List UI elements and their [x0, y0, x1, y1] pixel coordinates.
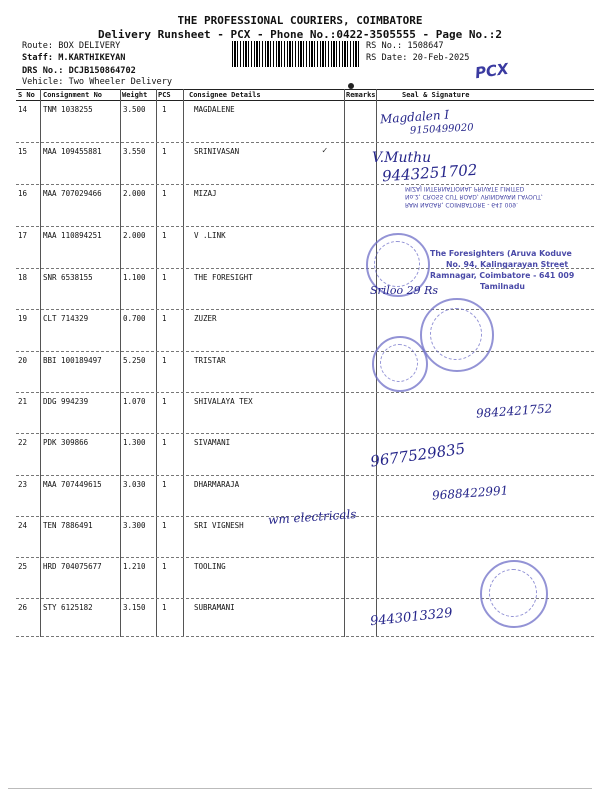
- row-consignment: TNM 1038255: [43, 105, 93, 114]
- row-sno: 24: [18, 521, 28, 530]
- row-weight: 3.300: [123, 521, 146, 530]
- row-weight: 1.210: [123, 562, 146, 571]
- row-weight: 3.150: [123, 603, 146, 612]
- row-weight: 3.500: [123, 105, 146, 114]
- staff-label: Staff: M.KARTHIKEYAN: [22, 53, 126, 63]
- foresight-stamp-line: No. 94, Kalingarayan Street: [446, 260, 569, 269]
- row-divider: [16, 636, 594, 637]
- rs-date: RS Date: 20-Feb-2025: [366, 53, 470, 63]
- row-consignee: THE FORESIGHT: [194, 273, 253, 282]
- row-sno: 23: [18, 480, 28, 489]
- row-sno: 16: [18, 189, 28, 198]
- page-bottom-line: [8, 788, 592, 789]
- row-sno: 25: [18, 562, 28, 571]
- row-consignee: V .LINK: [194, 231, 226, 240]
- row-consignee: TRISTAR: [194, 356, 226, 365]
- row-sno: 22: [18, 438, 28, 447]
- round-seal: [420, 298, 494, 372]
- phone-r14: 9150499020: [409, 122, 474, 137]
- mizaj-stamp: [405, 184, 543, 208]
- row-divider: [16, 142, 594, 143]
- row-pcs: 1: [162, 480, 167, 489]
- row-sno: 15: [18, 147, 28, 156]
- row-weight: 2.000: [123, 189, 146, 198]
- row-consignment: BBI 100189497: [43, 356, 102, 365]
- row-consignee: SUBRAMANI: [194, 603, 235, 612]
- mizaj-stamp-line: RAM NAGAR, COIMBATORE - 641 009.: [405, 201, 518, 208]
- pcx-stamp: PCX: [473, 59, 510, 83]
- vehicle-label: Vehicle: Two Wheeler Delivery: [22, 77, 173, 87]
- row-consignee: DHARMARAJA: [194, 480, 240, 489]
- row-pcs: 1: [162, 273, 167, 282]
- row-pcs: 1: [162, 314, 167, 323]
- row-pcs: 1: [162, 356, 167, 365]
- col-divider: [120, 89, 121, 637]
- row-consignment: HRD 704075677: [43, 562, 102, 571]
- drs-number: DRS No.: DCJB150864702: [22, 66, 136, 76]
- row-sno: 26: [18, 603, 28, 612]
- rs-number: RS No.: 1508647: [366, 41, 444, 51]
- col-remarks: Remarks: [346, 91, 376, 99]
- col-seal-signature: Seal & Signature: [402, 91, 470, 99]
- row-sno: 17: [18, 231, 28, 240]
- col-weight: Weight: [122, 91, 148, 99]
- mizaj-stamp-line: No.2, CROSS CUT ROAD, VRINDAVAN LAYOUT,: [405, 193, 543, 200]
- note-r18: Sriloo 29 Rs: [370, 284, 438, 297]
- note-r24: wm electricals: [267, 506, 357, 528]
- col-consignment: Consignment No: [43, 91, 103, 99]
- phone-r22: 9677529835: [369, 439, 467, 471]
- row-consignee: SRINIVASAN: [194, 147, 240, 156]
- row-consignee: MAGDALENE: [194, 105, 235, 114]
- row-consignee: SHIVALAYA TEX: [194, 397, 253, 406]
- row-consignment: SNR 6538155: [43, 273, 93, 282]
- foresight-stamp-line: Ramnagar, Coimbatore - 641 009: [430, 271, 575, 280]
- foresight-stamp-line: The Foresighters (Aruva Koduve: [430, 249, 572, 258]
- phone-r20: 9842421752: [475, 401, 553, 421]
- col-divider: [156, 89, 157, 637]
- row-pcs: 1: [162, 521, 167, 530]
- col-divider: [183, 89, 184, 637]
- row-sno: 18: [18, 273, 28, 282]
- row-consignment: DDG 994239: [43, 397, 89, 406]
- route-label: Route: BOX DELIVERY: [22, 41, 121, 51]
- row-pcs: 1: [162, 189, 167, 198]
- row-consignment: TEN 7886491: [43, 521, 93, 530]
- row-consignee: ZUZER: [194, 314, 217, 323]
- row-weight: 1.100: [123, 273, 146, 282]
- row-weight: 3.030: [123, 480, 146, 489]
- row-consignment: MAA 707029466: [43, 189, 102, 198]
- row-pcs: 1: [162, 147, 167, 156]
- row-consignment: MAA 109455881: [43, 147, 102, 156]
- row-consignee: TOOLING: [194, 562, 226, 571]
- runsheet-subtitle: Delivery Runsheet - PCX - Phone No.:0422-3505555 - Page No.:2: [98, 28, 502, 41]
- signature-srinivasan: V.Muthu: [372, 150, 432, 166]
- row-pcs: 1: [162, 397, 167, 406]
- col-sno: S No: [18, 91, 35, 99]
- row-sno: 19: [18, 314, 28, 323]
- table-top-border: [16, 89, 594, 90]
- row-sno: 14: [18, 105, 28, 114]
- foresight-stamp-line: Tamilnadu: [480, 282, 525, 291]
- runsheet-table: [16, 89, 594, 637]
- row-consignment: STY 6125182: [43, 603, 93, 612]
- row-weight: 2.000: [123, 231, 146, 240]
- mizaj-stamp-line: MIZAJ INTERNATIONAL PRIVATE LIMITED: [405, 185, 525, 192]
- row-pcs: 1: [162, 105, 167, 114]
- row-sno: 21: [18, 397, 28, 406]
- round-seal: [372, 336, 428, 392]
- row-consignment: MAA 707449615: [43, 480, 102, 489]
- col-divider: [40, 89, 41, 637]
- row-divider: [16, 351, 594, 352]
- row-divider: [16, 309, 594, 310]
- row-consignment: PDK 309866: [43, 438, 89, 447]
- col-consignee: Consignee Details: [189, 91, 261, 99]
- row-pcs: 1: [162, 231, 167, 240]
- row-pcs: 1: [162, 438, 167, 447]
- row-weight: 0.700: [123, 314, 146, 323]
- row-divider: [16, 475, 594, 476]
- row-divider: [16, 557, 594, 558]
- phone-r26: 9443013329: [369, 605, 454, 630]
- row-pcs: 1: [162, 603, 167, 612]
- row-weight: 3.550: [123, 147, 146, 156]
- row-divider: [16, 226, 594, 227]
- row-sno: 20: [18, 356, 28, 365]
- row-consignment: MAA 110894251: [43, 231, 102, 240]
- foresight-stamp: [430, 248, 574, 292]
- barcode: [232, 41, 360, 67]
- row-weight: 1.300: [123, 438, 146, 447]
- phone-r15: 9443251702: [381, 160, 478, 186]
- phone-r23: 9688422991: [431, 483, 509, 503]
- row-weight: 5.250: [123, 356, 146, 365]
- tick-mark: ✓: [322, 146, 328, 156]
- row-divider: [16, 433, 594, 434]
- round-seal: [480, 560, 548, 628]
- signature-magdalene: Magdalen I: [379, 107, 450, 127]
- company-title: THE PROFESSIONAL COURIERS, COIMBATORE: [177, 14, 423, 27]
- row-weight: 1.070: [123, 397, 146, 406]
- row-consignee: MIZAJ: [194, 189, 217, 198]
- col-pcs: PCS: [158, 91, 171, 99]
- row-consignee: SRI VIGNESH: [194, 521, 244, 530]
- table-header-border: [16, 100, 594, 101]
- row-divider: [16, 392, 594, 393]
- col-divider: [344, 89, 345, 637]
- row-consignment: CLT 714329: [43, 314, 89, 323]
- row-consignee: SIVAMANI: [194, 438, 231, 447]
- row-pcs: 1: [162, 562, 167, 571]
